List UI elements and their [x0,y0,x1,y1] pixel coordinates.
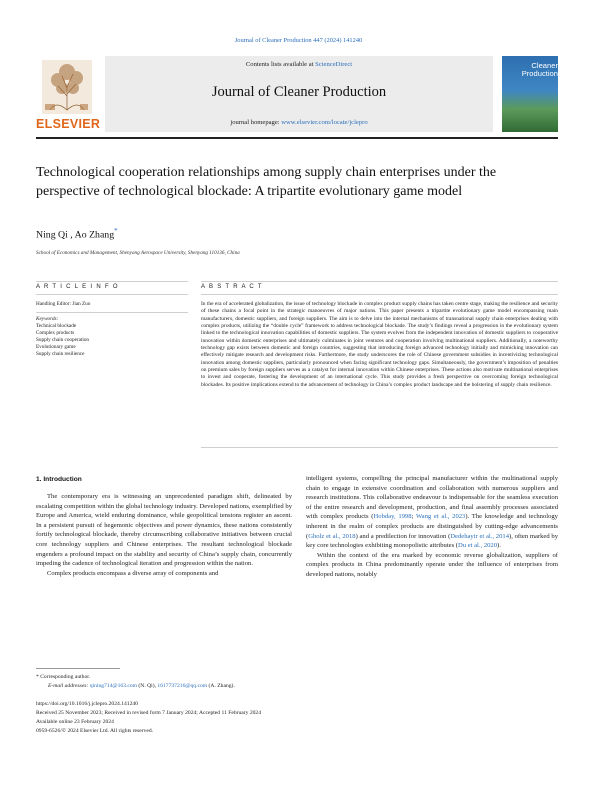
citation-link[interactable]: Du et al., 2020 [458,542,498,550]
article-info-heading: A R T I C L E I N F O [36,284,119,290]
keyword-item: Evolutionary game [36,343,76,350]
contents-line [105,61,493,68]
journal-title: Journal of Cleaner Production [211,84,387,100]
citation-link[interactable]: Wang et al., 2023 [415,513,466,521]
author-list [36,227,118,240]
email-owner: (N. Qi), [138,683,156,689]
intro-text-segment: ) and a predilection for innovation ( [355,532,451,540]
keyword-item: Supply chain resilience [36,350,85,357]
journal-homepage-link[interactable]: www.elsevier.com/locate/jclepro [281,119,368,126]
email-link[interactable]: qining714@163.com [89,683,138,689]
keywords-label: Keywords: [36,316,59,322]
citation-link[interactable]: Hobday, 1998 [373,513,412,521]
homepage-prefix: journal homepage: [230,119,282,126]
keyword-item: Technical blockade [36,322,77,329]
corresponding-footnote [36,673,90,681]
email-link[interactable]: 1617737216@qq.com [157,683,208,689]
email-label: E-mail addresses: [48,683,89,689]
body-column-right [306,474,558,580]
intro-paragraph-4: Within the context of the era marked by economic reverse globalization, suppliers of complex products in China predominantly operate under the influence of enterprises from developed nations, notably [306,551,558,578]
intro-text-segment: ), often marked by key core technologies exhibiting monopolistic attributes ( [306,532,558,550]
cover-title [506,62,558,78]
body-column-left [36,492,292,578]
running-head: Journal of Cleaner Production 447 (2024) 141240 [234,37,363,44]
intro-paragraph-1: The contemporary era is witnessing an unprecedented paradigm shift, delineated by escalating competition within the global technology industry. Developed nations, exemplified by Europe and America, wield enduring dominance, while geopolitical tensions register an ascent. In a persistent pursuit of hegemonic objectives and power dynamics, these nations consistently fortify technological blockade, thereby circumscribing collaborative initiatives between crucial core technology suppliers and Chinese enterprises. The resultant technological blockade engenders a profound impact on the stability and security of China’s supply chain, concurrently impeding the cadence of technological iteration and progression within the nation. [36,493,292,568]
contents-prefix: Contents lists available at [245,61,316,68]
header-divider [36,137,558,139]
homepage-line [105,119,493,126]
footnote-marker: * [36,674,41,680]
keyword-item: Supply chain cooperation [36,336,90,343]
abstract-rule-top [201,281,558,282]
abstract-rule-bottom [201,447,558,448]
authors-text: Ning Qi , Ao Zhang [36,229,115,241]
affiliation: School of Economics and Management, Shenyang Aerospace University, Shenyang 110136, China [36,250,240,256]
intro-text-segment: intelligent systems, compelling the principal manufacturer within the multinational supply chain to engage in extensive coordination and collaboration with numerous suppliers and research institutions. This collaborative endeavour is indispensable for the seamless execution of the entire research and development, production, and final assembly processes associated with complex products ( [306,475,558,521]
intro-text-segment: ). The knowledge and technology inherent in the realm of complex products are distinguished by cutting-edge advancements ( [306,513,558,540]
abstract-heading: A B S T R A C T [201,284,263,290]
article-info-rule-mid [36,294,188,295]
sciencedirect-link[interactable]: ScienceDirect [315,61,353,68]
copyright-notice: 0959-6526/© 2024 Elsevier Ltd. All rights reserved. [36,728,154,734]
section-heading-introduction: 1. Introduction [36,476,82,483]
email-footnote [48,682,235,690]
citation-link[interactable]: Gholz et al., 2018 [308,532,356,540]
keywords-block [36,316,89,357]
email-owner: (A. Zhang). [208,683,235,689]
intro-paragraph-3: intelligent systems, compelling the principal manufacturer within the multinational supply chain to engage in extensive coordination and collaboration with numerous suppliers and research institutions. This collaborative endeavour is indispensable for the seamless execution of the entire research and development, production, and final assembly processes associated with complex products (Hobday, 1998; Wang et al., 2023). The knowledge and technology inherent in the realm of complex products are distinguished by cutting-edge advancements (Gholz et al., 2018) and a predilection for innovation (Dedehayir et al., 2014), often marked by key core technologies exhibiting monopolistic attributes (Du et al., 2020). [306,475,558,550]
corresponding-note: Corresponding author. [40,674,91,680]
publisher-wordmark: ELSEVIER [36,117,101,131]
abstract-rule-mid [201,294,558,295]
footnote-rule [36,668,120,669]
article-title: Technological cooperation relationships among supply chain enterprises under the perspective of technological blockade: A tripartite evolutionary game model [36,165,497,199]
corresponding-author-marker[interactable]: * [114,227,118,235]
received-dates: Received 25 November 2023; Received in revised form 7 January 2024; Accepted 11 February 2024 [36,710,262,716]
intro-paragraph-2: Complex products encompass a diverse array of components and [47,569,219,577]
handling-editor: Handling Editor: Jian Zuo [36,301,91,307]
article-info-rule-top [36,281,188,282]
doi-link[interactable]: https://doi.org/10.1016/j.jclepro.2024.141240 [36,701,138,707]
cover-title-line1: Cleaner [531,61,558,70]
article-info-rule-inner [36,312,188,313]
keyword-item: Complex products [36,329,75,336]
abstract-text: In the era of accelerated globalization, the issue of technology blockade in complex product supply chains has taken centre stage, making the resilience and security of these chains a focal point in the strategic manoeuvres of major nations. This paper presents a tripartite evolutionary game model encompassing main manufacturers, domestic suppliers, and foreign suppliers. The aim is to delve into the internal mechanisms of transnational supply chain enterprises dealing with complex products, utilizing the “double cycle” framework to address technological blockade. The study’s findings reveal a progression in the evolutionary system linked to the technological innovation capabilities of domestic suppliers. The system evolves from the independent innovation of domestic suppliers to cooperative innovation within domestic enterprises and ultimately culminates in joint ventures and cooperation involving multinational suppliers. Additionally, a noteworthy technology gap exists between domestic and foreign countries, suggesting that introducing foreign advanced technology initially and mimicking innovation can effectively mitigate research and development risks. Furthermore, the study underscores the role of Chinese government subsidies in incentivizing technological innovation among domestic suppliers, particularly pronounced when facing significant technology gaps. Simultaneously, the government’s imposition of penalties on premium sales by foreign suppliers serves as a catalyst for internal innovation within Chinese enterprises. These actions also motivate multinational enterprises to invest and cooperate, fostering the development of an international cycle. This study provides a fresh perspective on overcoming foreign technological blockades. Its positive implications extend to the advancement of technology in China’s complex product landscape and the bolstering of supply chain resilience. [201,301,558,388]
intro-text-segment: ). [497,542,501,550]
cover-title-line2: Production [521,69,558,78]
available-online: Available online 23 February 2024 [36,719,114,725]
citation-link[interactable]: Dedehayir et al., 2014 [450,532,509,540]
